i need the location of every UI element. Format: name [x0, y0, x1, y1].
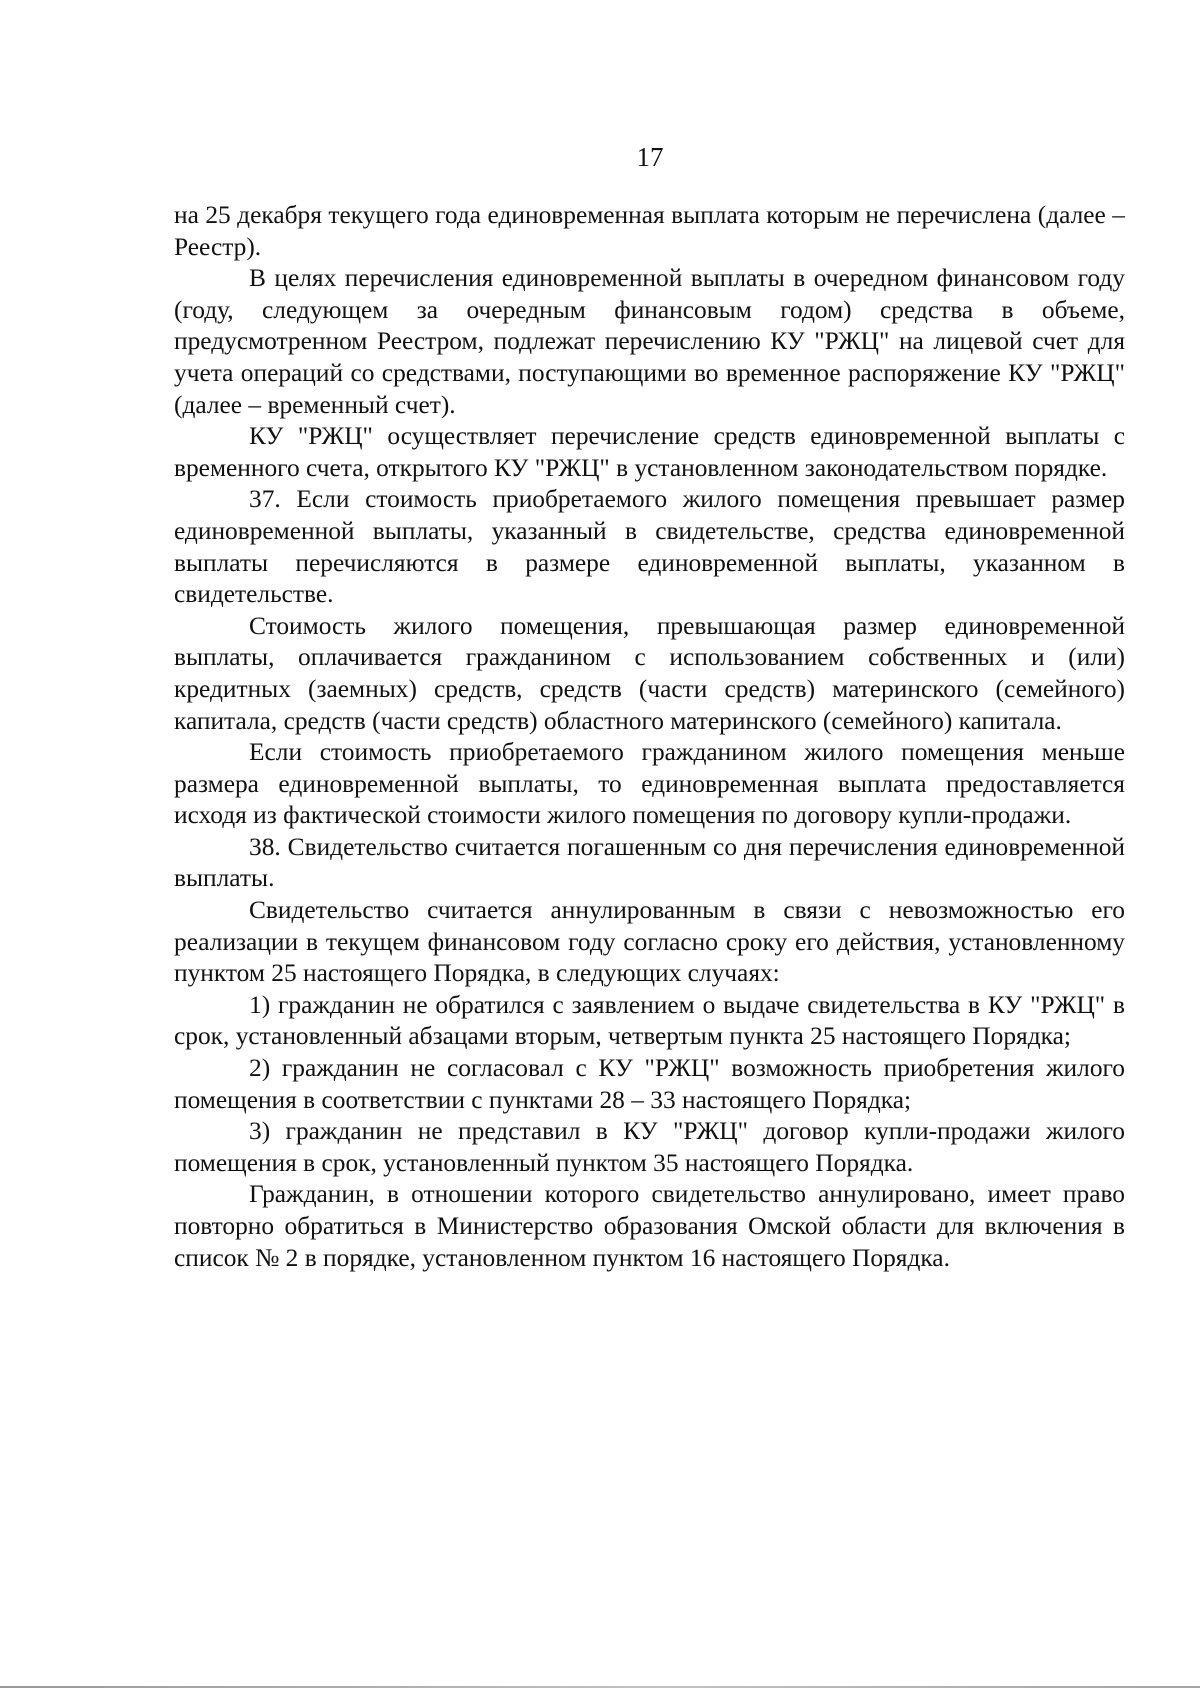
paragraph: Гражданин, в отношении которого свидетельство аннулировано, имеет право повторно обратиться в Министерство образования Омской области для включения в список № 2 в порядке, установленном пунктом 16 настоящего Порядка. — [174, 1180, 1125, 1272]
page-number: 17 — [636, 142, 664, 172]
paragraph: КУ "РЖЦ" осуществляет перечисление средств единовременной выплаты с временного счета, открытого КУ "РЖЦ" в установленном законодательством порядке. — [174, 422, 1125, 482]
paragraph: 3) гражданин не представил в КУ "РЖЦ" договор купли-продажи жилого помещения в срок, установленный пунктом 35 настоящего Порядка. — [174, 1117, 1125, 1177]
scan-edge-line — [0, 1686, 1200, 1688]
paragraph: 2) гражданин не согласовал с КУ "РЖЦ" возможность приобретения жилого помещения в соответствии с пунктами 28 – 33 настоящего Порядка; — [174, 1054, 1125, 1114]
paragraph: Стоимость жилого помещения, превышающая размер единовременной выплаты, оплачивается гражданином с использованием собственных и (или) кредитных (заемных) средств, средств (части средств) материнского (семейного) капитала, средств (части средств) областного материнского (семейного) капитала. — [174, 611, 1125, 735]
paragraph: 37. Если стоимость приобретаемого жилого помещения превышает размер единовременной выплаты, указанный в свидетельстве, средства единовременной выплаты перечисляются в размере единовременной выплаты, указанном в свидетельстве. — [174, 485, 1125, 609]
paragraph: 38. Свидетельство считается погашенным со дня перечисления единовременной выплаты. — [174, 832, 1125, 893]
paragraph: 1) гражданин не обратился с заявлением о выдаче свидетельства в КУ "РЖЦ" в срок, установленный абзацами вторым, четвертым пункта 25 настоящего Порядка; — [174, 990, 1125, 1051]
paragraph: В целях перечисления единовременной выплаты в очередном финансовом году (году, следующем за очередным финансовым годом) средства в объеме, предусмотренном Реестром, подлежат перечислению КУ "РЖЦ" на лицевой счет для учета операций со средствами, поступающими во временное распоряжение КУ "РЖЦ" (далее – временный счет). — [174, 264, 1125, 419]
paragraph: Свидетельство считается аннулированным в связи с невозможностью его реализации в текущем финансовом году согласно сроку его действия, установленному пунктом 25 настоящего Порядка, в следующих случаях: — [174, 896, 1125, 988]
document-body — [174, 200, 1125, 1274]
paragraph: Если стоимость приобретаемого гражданином жилого помещения меньше размера единовременной выплаты, то единовременная выплата предоставляется исходя из фактической стоимости жилого помещения по договору купли-продажи. — [174, 738, 1125, 830]
paragraph: на 25 декабря текущего года единовременная выплата которым не перечислена (далее – Реестр). — [174, 201, 1125, 261]
